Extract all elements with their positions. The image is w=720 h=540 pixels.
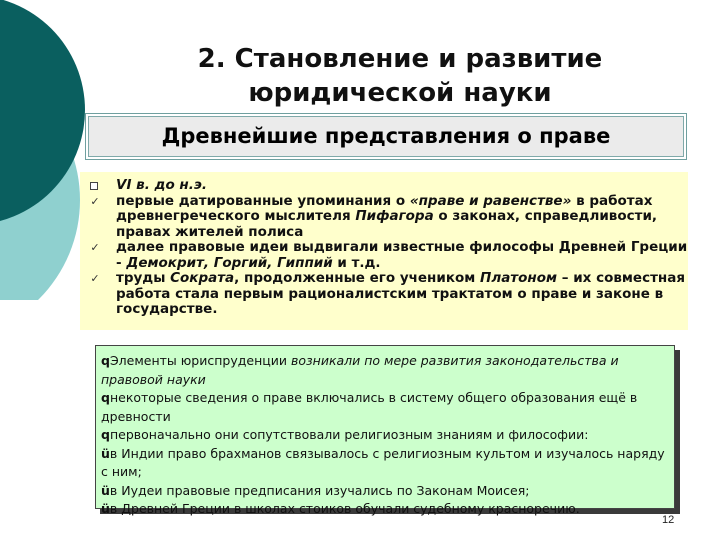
title-line-2: юридической науки (248, 78, 552, 108)
text-run: – их совместная работа стала первым рационалистским трактатом о праве и законе в государстве. (116, 270, 686, 317)
page-number: 12 (662, 514, 675, 526)
text-run: Платоном (480, 270, 558, 286)
text-run: о законах, справедливости, правах жителей полиса (116, 208, 658, 240)
bullet-text (116, 240, 688, 271)
text-run: VI в. до н.э. (116, 177, 208, 193)
text-run: , продолженные его учеником (234, 270, 481, 286)
green-list-item (101, 445, 671, 482)
page-title (130, 42, 670, 110)
text-run: Пифагора (355, 208, 434, 224)
text-run: «праве и равенстве» (409, 192, 572, 209)
text-run: труды (116, 270, 171, 286)
text-run: возникали по мере развития законодательства и правовой науки (101, 353, 619, 387)
decorative-circles (0, 0, 90, 300)
bullet-list (88, 178, 688, 318)
checkmark-bullet-icon: ✓ (90, 272, 100, 285)
text-run: в Иудеи правовые предписания изучались по Законам Моисея; (109, 482, 530, 498)
text-run: Сократа (170, 270, 235, 286)
square-bullet-icon: q (101, 390, 110, 405)
green-list-item (101, 426, 671, 445)
green-list-item (101, 352, 671, 389)
text-run: в работах древнегреческого мыслителя (116, 192, 653, 224)
checkmark-bullet-icon: ü (101, 482, 110, 498)
green-list-item (101, 500, 671, 519)
green-list-item (101, 389, 671, 426)
bullet-item (88, 178, 688, 194)
text-run: в Индии право брахманов связывалось с религиозным культом и изучалось наряду с ним; (101, 445, 665, 479)
bullet-item (88, 194, 688, 241)
bullet-item (88, 240, 688, 271)
text-run: Элементы юриспруденции (109, 353, 291, 368)
text-run: далее правовые идеи выдвигали известные философы Древней Греции - (116, 239, 688, 271)
text-run: в Древней Греции в школах стоиков обучали судебному красноречию. (109, 501, 580, 516)
green-text-block (101, 352, 671, 519)
square-bullet-icon: q (101, 427, 110, 442)
checkmark-bullet-icon: ✓ (90, 241, 100, 254)
text-run: первые датированные упоминания о (116, 192, 410, 209)
title-line-1: 2. Становление и развитие (197, 44, 603, 74)
section-subtitle: Древнейшие представления о праве (88, 116, 684, 157)
bullet-text (116, 194, 688, 241)
checkmark-bullet-icon: ü (101, 445, 110, 461)
text-run: первоначально они сопутствовали религиозным знаниям и философии: (109, 427, 589, 442)
checkmark-bullet-icon: ü (101, 501, 110, 516)
text-run: Демокрит, Горгий, Гиппий (126, 254, 333, 271)
square-bullet-icon: q (101, 353, 110, 368)
green-list-item (101, 482, 671, 501)
text-run: некоторые сведения о праве включались в систему общего образования ещё в древности (101, 390, 638, 424)
bullet-item (88, 271, 688, 318)
square-bullet-icon (90, 182, 98, 190)
bullet-text (116, 178, 688, 194)
checkmark-bullet-icon: ✓ (90, 194, 100, 208)
bullet-text (116, 271, 688, 318)
text-run: и т.д. (332, 254, 381, 271)
